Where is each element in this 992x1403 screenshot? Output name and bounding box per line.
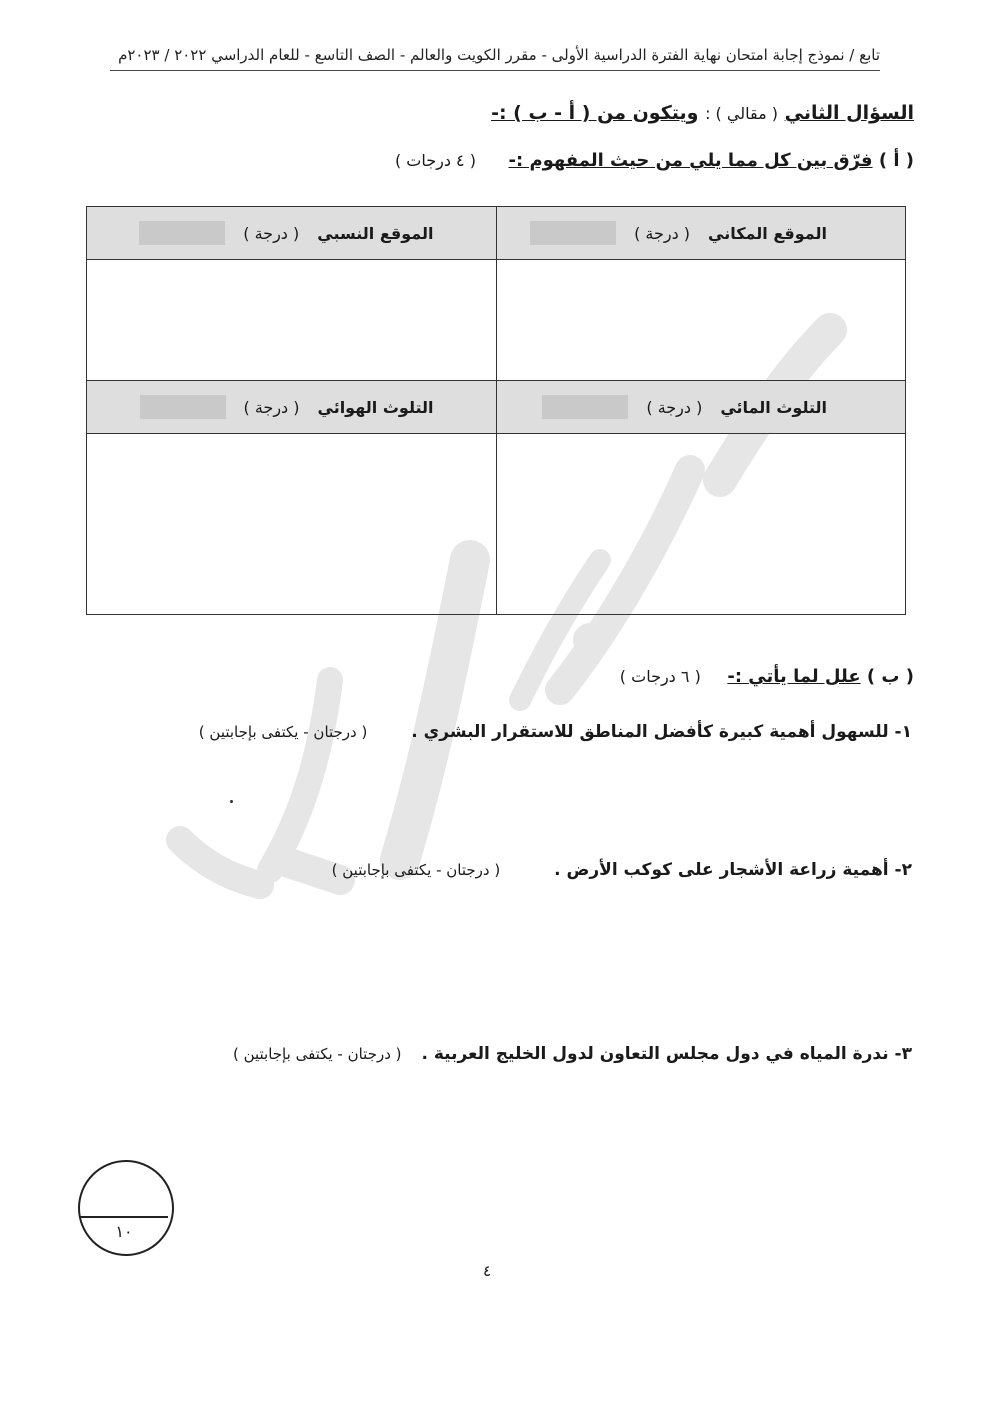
concept-label: التلوث الهوائي [317, 397, 434, 417]
item-text: ٢- أهمية زراعة الأشجار على كوكب الأرض . [554, 860, 912, 880]
answer-cell[interactable] [87, 260, 497, 381]
stray-dot [230, 800, 233, 803]
part-b-label: ( ب ) [866, 666, 914, 687]
question-2-title [491, 102, 914, 124]
question-2-label: السؤال الثاني [784, 102, 914, 124]
header-cell-spatial-location [496, 207, 906, 260]
item-note: ( درجتان - يكتفى بإجابتين ) [198, 723, 368, 741]
part-a-marks: ( ٤ درجات ) [394, 151, 476, 170]
part-a-heading [395, 150, 914, 171]
mark-label: ( درجة ) [646, 397, 703, 417]
header-cell-water-pollution [496, 381, 906, 434]
header-cell-air-pollution [87, 381, 497, 434]
header-cell-relative-location [87, 207, 497, 260]
question-2-parts: ويتكون من ( أ - ب ) :- [491, 102, 699, 124]
part-a-label: ( أ ) [878, 150, 914, 171]
reason-item-2 [332, 860, 912, 880]
redacted-box [139, 221, 225, 245]
item-note: ( درجتان - يكتفى بإجابتين ) [232, 1045, 402, 1063]
reason-item-1 [199, 722, 912, 742]
mark-label: ( درجة ) [634, 223, 691, 243]
mark-label: ( درجة ) [243, 223, 300, 243]
concept-label: التلوث المائي [720, 397, 827, 417]
redacted-box [140, 395, 226, 419]
score-divider [80, 1216, 168, 1218]
redacted-box [542, 395, 628, 419]
item-note: ( درجتان - يكتفى بإجابتين ) [331, 861, 501, 879]
item-text: ١- للسهول أهمية كبيرة كأفضل المناطق للاستقرار البشري . [411, 722, 912, 742]
question-2-kind: ( مقالي ) : [705, 104, 778, 123]
mark-label: ( درجة ) [243, 397, 300, 417]
score-total: ١٠ [115, 1222, 133, 1241]
part-b-instruction: علل لما يأتي :- [727, 666, 861, 687]
concept-label: الموقع النسبي [317, 223, 434, 243]
answer-cell[interactable] [496, 434, 906, 615]
answer-cell[interactable] [87, 434, 497, 615]
part-b-marks: ( ٦ درجات ) [619, 667, 701, 686]
concepts-table [86, 206, 906, 615]
reason-item-3 [233, 1044, 912, 1064]
redacted-box [530, 221, 616, 245]
item-text: ٣- ندرة المياه في دول مجلس التعاون لدول الخليج العربية . [421, 1044, 912, 1064]
page-number: ٤ [482, 1262, 492, 1280]
header-divider [110, 70, 880, 71]
concept-label: الموقع المكاني [708, 223, 827, 243]
score-circle [78, 1160, 174, 1256]
answer-cell[interactable] [496, 260, 906, 381]
exam-header: تابع / نموذج إجابة امتحان نهاية الفترة الدراسية الأولى - مقرر الكويت والعالم - الصف التاسع - للعام الدراسي ٢٠٢٢ / ٢٠٢٣م [118, 46, 880, 64]
part-b-heading [620, 666, 914, 687]
part-a-instruction: فرّق بين كل مما يلي من حيث المفهوم :- [508, 150, 873, 171]
